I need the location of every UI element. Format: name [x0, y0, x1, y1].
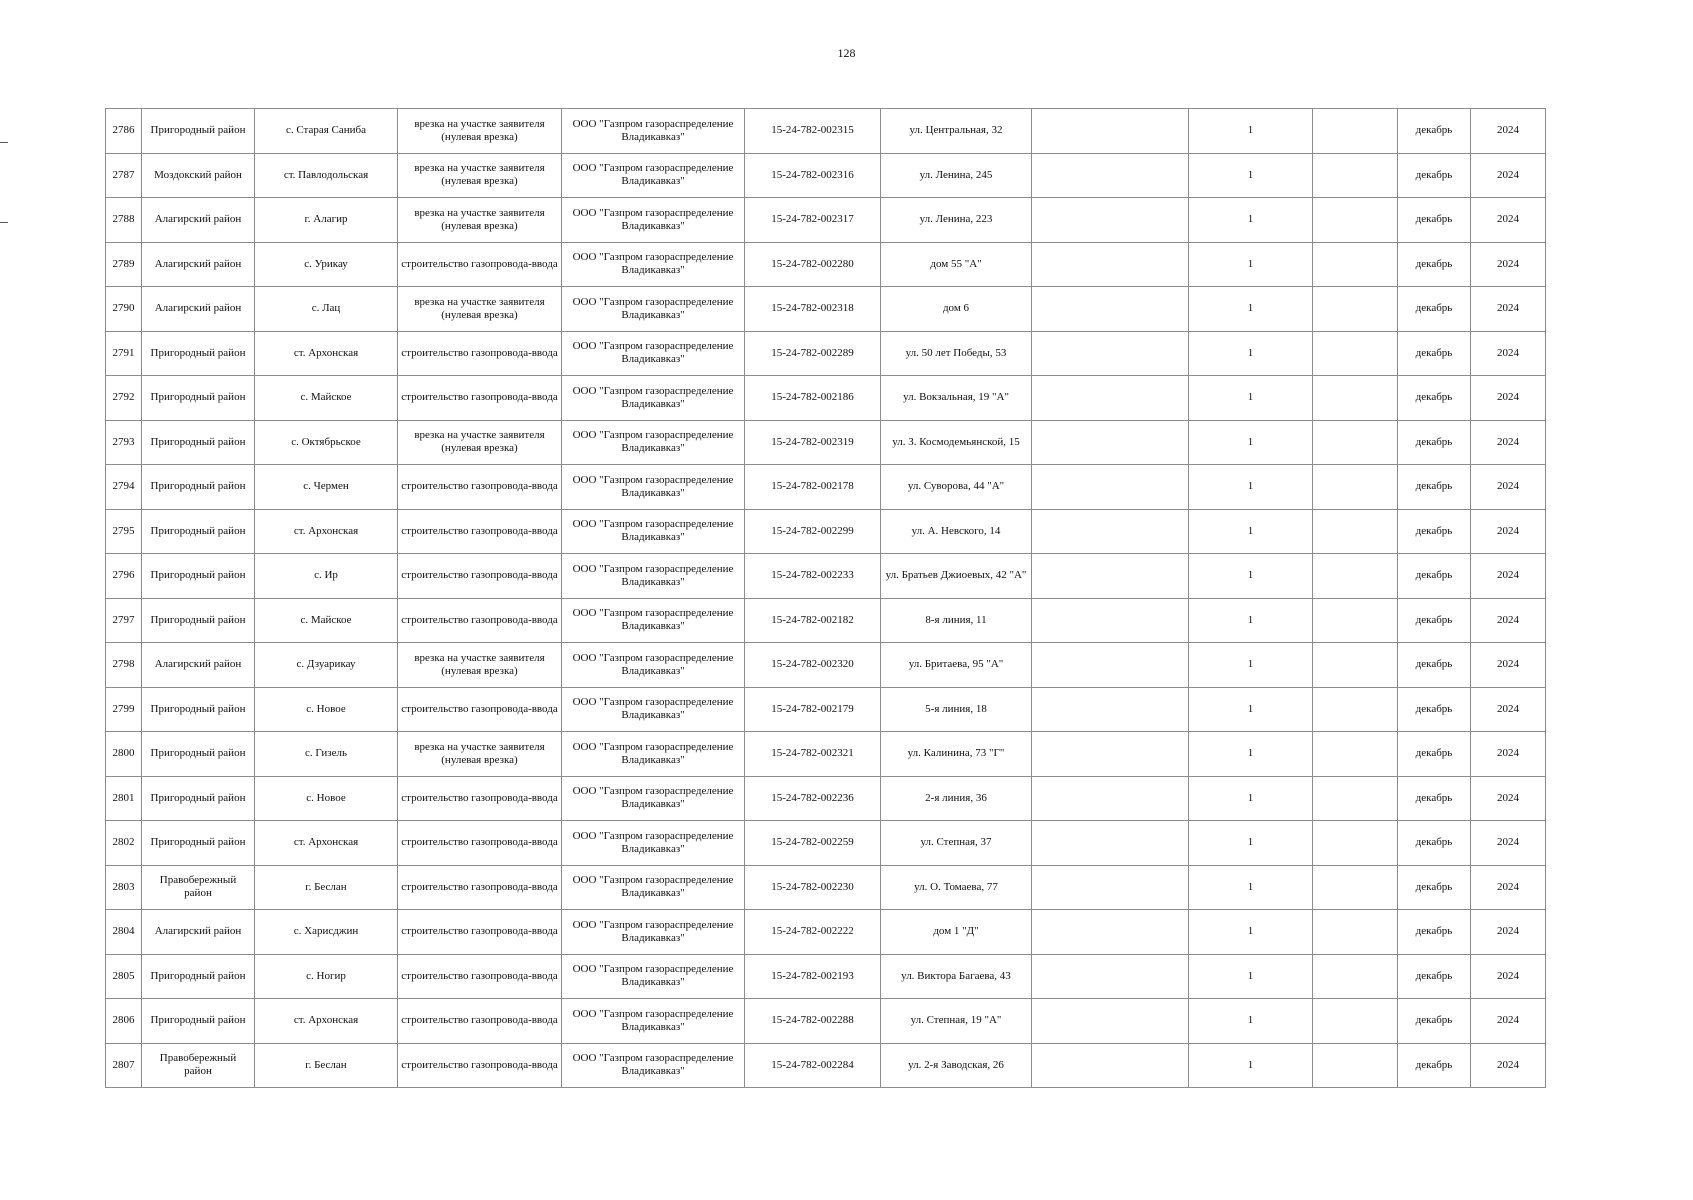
empty-cell: [1313, 999, 1398, 1044]
quantity-cell: 1: [1189, 1043, 1313, 1088]
district-cell: Пригородный район: [142, 465, 255, 510]
settlement-cell: г. Беслан: [255, 865, 398, 910]
month-cell: декабрь: [1398, 153, 1471, 198]
year-cell: 2024: [1471, 865, 1546, 910]
quantity-cell: 1: [1189, 999, 1313, 1044]
quantity-cell: 1: [1189, 198, 1313, 243]
empty-cell: [1313, 376, 1398, 421]
district-cell: Алагирский район: [142, 198, 255, 243]
row-number: 2787: [106, 153, 142, 198]
year-cell: 2024: [1471, 687, 1546, 732]
month-cell: декабрь: [1398, 420, 1471, 465]
quantity-cell: 1: [1189, 954, 1313, 999]
settlement-cell: с. Новое: [255, 687, 398, 732]
work-type-cell: врезка на участке заявителя (нулевая врезка): [398, 732, 562, 777]
year-cell: 2024: [1471, 509, 1546, 554]
empty-cell: [1032, 376, 1189, 421]
registry-body: [106, 109, 1546, 1088]
settlement-cell: с. Октябрьское: [255, 420, 398, 465]
empty-cell: [1032, 643, 1189, 688]
object-code-cell: 15-24-782-002319: [745, 420, 881, 465]
object-code-cell: 15-24-782-002280: [745, 242, 881, 287]
table-row: [106, 598, 1546, 643]
organization-cell: ООО "Газпром газораспределение Владикавказ": [562, 109, 745, 154]
row-number: 2801: [106, 776, 142, 821]
work-type-cell: врезка на участке заявителя (нулевая врезка): [398, 153, 562, 198]
settlement-cell: с. Урикау: [255, 242, 398, 287]
quantity-cell: 1: [1189, 910, 1313, 955]
district-cell: Правобережный район: [142, 1043, 255, 1088]
address-cell: ул. Ленина, 245: [881, 153, 1032, 198]
address-cell: ул. 50 лет Победы, 53: [881, 331, 1032, 376]
organization-cell: ООО "Газпром газораспределение Владикавказ": [562, 242, 745, 287]
work-type-cell: строительство газопровода-ввода: [398, 821, 562, 866]
settlement-cell: с. Чермен: [255, 465, 398, 510]
empty-cell: [1032, 554, 1189, 599]
object-code-cell: 15-24-782-002236: [745, 776, 881, 821]
settlement-cell: ст. Архонская: [255, 999, 398, 1044]
empty-cell: [1032, 153, 1189, 198]
organization-cell: ООО "Газпром газораспределение Владикавказ": [562, 954, 745, 999]
quantity-cell: 1: [1189, 109, 1313, 154]
table-row: [106, 1043, 1546, 1088]
empty-cell: [1032, 910, 1189, 955]
empty-cell: [1032, 242, 1189, 287]
empty-cell: [1313, 732, 1398, 777]
organization-cell: ООО "Газпром газораспределение Владикавказ": [562, 865, 745, 910]
table-row: [106, 732, 1546, 777]
work-type-cell: строительство газопровода-ввода: [398, 242, 562, 287]
work-type-cell: врезка на участке заявителя (нулевая врезка): [398, 109, 562, 154]
organization-cell: ООО "Газпром газораспределение Владикавказ": [562, 465, 745, 510]
quantity-cell: 1: [1189, 153, 1313, 198]
district-cell: Пригородный район: [142, 999, 255, 1044]
empty-cell: [1032, 999, 1189, 1044]
address-cell: ул. Центральная, 32: [881, 109, 1032, 154]
scan-margin-mark: [0, 142, 8, 143]
empty-cell: [1032, 109, 1189, 154]
empty-cell: [1032, 287, 1189, 332]
work-type-cell: строительство газопровода-ввода: [398, 954, 562, 999]
empty-cell: [1313, 554, 1398, 599]
quantity-cell: 1: [1189, 420, 1313, 465]
year-cell: 2024: [1471, 376, 1546, 421]
work-type-cell: врезка на участке заявителя (нулевая врезка): [398, 287, 562, 332]
table-row: [106, 910, 1546, 955]
quantity-cell: 1: [1189, 509, 1313, 554]
organization-cell: ООО "Газпром газораспределение Владикавказ": [562, 198, 745, 243]
settlement-cell: ст. Архонская: [255, 331, 398, 376]
empty-cell: [1032, 331, 1189, 376]
month-cell: декабрь: [1398, 198, 1471, 243]
district-cell: Пригородный район: [142, 331, 255, 376]
empty-cell: [1313, 954, 1398, 999]
work-type-cell: строительство газопровода-ввода: [398, 331, 562, 376]
month-cell: декабрь: [1398, 287, 1471, 332]
work-type-cell: строительство газопровода-ввода: [398, 554, 562, 599]
district-cell: Пригородный район: [142, 509, 255, 554]
district-cell: Правобережный район: [142, 865, 255, 910]
empty-cell: [1313, 865, 1398, 910]
organization-cell: ООО "Газпром газораспределение Владикавказ": [562, 643, 745, 688]
organization-cell: ООО "Газпром газораспределение Владикавказ": [562, 509, 745, 554]
organization-cell: ООО "Газпром газораспределение Владикавказ": [562, 287, 745, 332]
empty-cell: [1313, 420, 1398, 465]
settlement-cell: с. Харисджин: [255, 910, 398, 955]
month-cell: декабрь: [1398, 954, 1471, 999]
year-cell: 2024: [1471, 465, 1546, 510]
address-cell: 5-я линия, 18: [881, 687, 1032, 732]
row-number: 2793: [106, 420, 142, 465]
scan-margin-mark: [0, 222, 8, 223]
quantity-cell: 1: [1189, 865, 1313, 910]
object-code-cell: 15-24-782-002233: [745, 554, 881, 599]
work-type-cell: строительство газопровода-ввода: [398, 1043, 562, 1088]
year-cell: 2024: [1471, 821, 1546, 866]
year-cell: 2024: [1471, 1043, 1546, 1088]
year-cell: 2024: [1471, 331, 1546, 376]
month-cell: декабрь: [1398, 376, 1471, 421]
district-cell: Пригородный район: [142, 554, 255, 599]
row-number: 2794: [106, 465, 142, 510]
table-row: [106, 999, 1546, 1044]
object-code-cell: 15-24-782-002222: [745, 910, 881, 955]
year-cell: 2024: [1471, 554, 1546, 599]
month-cell: декабрь: [1398, 1043, 1471, 1088]
work-type-cell: врезка на участке заявителя (нулевая врезка): [398, 198, 562, 243]
table-row: [106, 643, 1546, 688]
quantity-cell: 1: [1189, 554, 1313, 599]
object-code-cell: 15-24-782-002317: [745, 198, 881, 243]
row-number: 2792: [106, 376, 142, 421]
empty-cell: [1313, 643, 1398, 688]
work-type-cell: строительство газопровода-ввода: [398, 687, 562, 732]
empty-cell: [1313, 198, 1398, 243]
year-cell: 2024: [1471, 999, 1546, 1044]
table-row: [106, 198, 1546, 243]
settlement-cell: ст. Архонская: [255, 821, 398, 866]
empty-cell: [1313, 331, 1398, 376]
organization-cell: ООО "Газпром газораспределение Владикавказ": [562, 331, 745, 376]
month-cell: декабрь: [1398, 331, 1471, 376]
settlement-cell: с. Старая Саниба: [255, 109, 398, 154]
quantity-cell: 1: [1189, 821, 1313, 866]
settlement-cell: с. Майское: [255, 376, 398, 421]
row-number: 2796: [106, 554, 142, 599]
address-cell: ул. 2-я Заводская, 26: [881, 1043, 1032, 1088]
year-cell: 2024: [1471, 598, 1546, 643]
work-type-cell: строительство газопровода-ввода: [398, 999, 562, 1044]
object-code-cell: 15-24-782-002284: [745, 1043, 881, 1088]
quantity-cell: 1: [1189, 376, 1313, 421]
organization-cell: ООО "Газпром газораспределение Владикавказ": [562, 1043, 745, 1088]
organization-cell: ООО "Газпром газораспределение Владикавказ": [562, 821, 745, 866]
settlement-cell: с. Ногир: [255, 954, 398, 999]
row-number: 2786: [106, 109, 142, 154]
empty-cell: [1313, 910, 1398, 955]
organization-cell: ООО "Газпром газораспределение Владикавказ": [562, 910, 745, 955]
district-cell: Алагирский район: [142, 287, 255, 332]
work-type-cell: строительство газопровода-ввода: [398, 910, 562, 955]
empty-cell: [1313, 687, 1398, 732]
organization-cell: ООО "Газпром газораспределение Владикавказ": [562, 554, 745, 599]
year-cell: 2024: [1471, 910, 1546, 955]
object-code-cell: 15-24-782-002288: [745, 999, 881, 1044]
empty-cell: [1313, 821, 1398, 866]
year-cell: 2024: [1471, 643, 1546, 688]
year-cell: 2024: [1471, 776, 1546, 821]
year-cell: 2024: [1471, 198, 1546, 243]
row-number: 2795: [106, 509, 142, 554]
object-code-cell: 15-24-782-002321: [745, 732, 881, 777]
table-row: [106, 153, 1546, 198]
month-cell: декабрь: [1398, 598, 1471, 643]
year-cell: 2024: [1471, 954, 1546, 999]
district-cell: Алагирский район: [142, 643, 255, 688]
district-cell: Пригородный район: [142, 687, 255, 732]
address-cell: ул. Калинина, 73 "Г": [881, 732, 1032, 777]
table-row: [106, 242, 1546, 287]
quantity-cell: 1: [1189, 776, 1313, 821]
empty-cell: [1032, 776, 1189, 821]
address-cell: ул. А. Невского, 14: [881, 509, 1032, 554]
object-code-cell: 15-24-782-002179: [745, 687, 881, 732]
month-cell: декабрь: [1398, 687, 1471, 732]
empty-cell: [1313, 242, 1398, 287]
quantity-cell: 1: [1189, 242, 1313, 287]
address-cell: 8-я линия, 11: [881, 598, 1032, 643]
row-number: 2798: [106, 643, 142, 688]
year-cell: 2024: [1471, 732, 1546, 777]
work-type-cell: врезка на участке заявителя (нулевая врезка): [398, 420, 562, 465]
empty-cell: [1032, 865, 1189, 910]
address-cell: ул. З. Космодемьянской, 15: [881, 420, 1032, 465]
address-cell: ул. Степная, 19 "А": [881, 999, 1032, 1044]
row-number: 2799: [106, 687, 142, 732]
month-cell: декабрь: [1398, 999, 1471, 1044]
empty-cell: [1313, 1043, 1398, 1088]
empty-cell: [1313, 109, 1398, 154]
table-row: [106, 954, 1546, 999]
row-number: 2790: [106, 287, 142, 332]
organization-cell: ООО "Газпром газораспределение Владикавказ": [562, 153, 745, 198]
address-cell: ул. Суворова, 44 "А": [881, 465, 1032, 510]
table-row: [106, 509, 1546, 554]
settlement-cell: ст. Павлодольская: [255, 153, 398, 198]
empty-cell: [1032, 1043, 1189, 1088]
work-type-cell: строительство газопровода-ввода: [398, 598, 562, 643]
quantity-cell: 1: [1189, 732, 1313, 777]
district-cell: Алагирский район: [142, 242, 255, 287]
table-row: [106, 331, 1546, 376]
empty-cell: [1032, 198, 1189, 243]
empty-cell: [1313, 776, 1398, 821]
work-type-cell: строительство газопровода-ввода: [398, 465, 562, 510]
registry-table: [105, 108, 1546, 1088]
empty-cell: [1032, 687, 1189, 732]
empty-cell: [1032, 465, 1189, 510]
row-number: 2788: [106, 198, 142, 243]
row-number: 2807: [106, 1043, 142, 1088]
empty-cell: [1032, 732, 1189, 777]
address-cell: ул. Степная, 37: [881, 821, 1032, 866]
quantity-cell: 1: [1189, 687, 1313, 732]
empty-cell: [1032, 509, 1189, 554]
organization-cell: ООО "Газпром газораспределение Владикавказ": [562, 420, 745, 465]
year-cell: 2024: [1471, 153, 1546, 198]
month-cell: декабрь: [1398, 643, 1471, 688]
table-row: [106, 376, 1546, 421]
table-row: [106, 287, 1546, 332]
work-type-cell: строительство газопровода-ввода: [398, 509, 562, 554]
address-cell: ул. Вокзальная, 19 "А": [881, 376, 1032, 421]
table-row: [106, 465, 1546, 510]
year-cell: 2024: [1471, 242, 1546, 287]
object-code-cell: 15-24-782-002315: [745, 109, 881, 154]
empty-cell: [1313, 287, 1398, 332]
address-cell: ул. О. Томаева, 77: [881, 865, 1032, 910]
address-cell: 2-я линия, 36: [881, 776, 1032, 821]
work-type-cell: врезка на участке заявителя (нулевая врезка): [398, 643, 562, 688]
empty-cell: [1313, 465, 1398, 510]
district-cell: Пригородный район: [142, 954, 255, 999]
empty-cell: [1313, 598, 1398, 643]
address-cell: дом 6: [881, 287, 1032, 332]
month-cell: декабрь: [1398, 509, 1471, 554]
district-cell: Пригородный район: [142, 821, 255, 866]
organization-cell: ООО "Газпром газораспределение Владикавказ": [562, 598, 745, 643]
settlement-cell: с. Лац: [255, 287, 398, 332]
row-number: 2797: [106, 598, 142, 643]
object-code-cell: 15-24-782-002320: [745, 643, 881, 688]
settlement-cell: с. Дзуарикау: [255, 643, 398, 688]
object-code-cell: 15-24-782-002186: [745, 376, 881, 421]
district-cell: Пригородный район: [142, 776, 255, 821]
district-cell: Пригородный район: [142, 376, 255, 421]
table-row: [106, 687, 1546, 732]
table-row: [106, 821, 1546, 866]
organization-cell: ООО "Газпром газораспределение Владикавказ": [562, 687, 745, 732]
month-cell: декабрь: [1398, 910, 1471, 955]
address-cell: дом 55 "А": [881, 242, 1032, 287]
organization-cell: ООО "Газпром газораспределение Владикавказ": [562, 732, 745, 777]
organization-cell: ООО "Газпром газораспределение Владикавказ": [562, 999, 745, 1044]
object-code-cell: 15-24-782-002289: [745, 331, 881, 376]
object-code-cell: 15-24-782-002259: [745, 821, 881, 866]
empty-cell: [1032, 420, 1189, 465]
row-number: 2800: [106, 732, 142, 777]
quantity-cell: 1: [1189, 465, 1313, 510]
object-code-cell: 15-24-782-002193: [745, 954, 881, 999]
row-number: 2805: [106, 954, 142, 999]
district-cell: Пригородный район: [142, 109, 255, 154]
month-cell: декабрь: [1398, 109, 1471, 154]
object-code-cell: 15-24-782-002230: [745, 865, 881, 910]
district-cell: Пригородный район: [142, 420, 255, 465]
month-cell: декабрь: [1398, 821, 1471, 866]
row-number: 2791: [106, 331, 142, 376]
object-code-cell: 15-24-782-002316: [745, 153, 881, 198]
month-cell: декабрь: [1398, 732, 1471, 777]
work-type-cell: строительство газопровода-ввода: [398, 865, 562, 910]
table-row: [106, 865, 1546, 910]
row-number: 2803: [106, 865, 142, 910]
district-cell: Пригородный район: [142, 598, 255, 643]
month-cell: декабрь: [1398, 465, 1471, 510]
table-row: [106, 776, 1546, 821]
month-cell: декабрь: [1398, 242, 1471, 287]
settlement-cell: с. Майское: [255, 598, 398, 643]
month-cell: декабрь: [1398, 554, 1471, 599]
address-cell: ул. Виктора Багаева, 43: [881, 954, 1032, 999]
year-cell: 2024: [1471, 287, 1546, 332]
month-cell: декабрь: [1398, 865, 1471, 910]
address-cell: ул. Братьев Джиоевых, 42 "А": [881, 554, 1032, 599]
organization-cell: ООО "Газпром газораспределение Владикавказ": [562, 376, 745, 421]
work-type-cell: строительство газопровода-ввода: [398, 776, 562, 821]
settlement-cell: ст. Архонская: [255, 509, 398, 554]
table-row: [106, 109, 1546, 154]
district-cell: Моздокский район: [142, 153, 255, 198]
empty-cell: [1032, 954, 1189, 999]
page-number: 128: [837, 46, 856, 60]
row-number: 2804: [106, 910, 142, 955]
quantity-cell: 1: [1189, 598, 1313, 643]
settlement-cell: г. Алагир: [255, 198, 398, 243]
empty-cell: [1032, 598, 1189, 643]
district-cell: Пригородный район: [142, 732, 255, 777]
address-cell: дом 1 "Д": [881, 910, 1032, 955]
row-number: 2802: [106, 821, 142, 866]
row-number: 2789: [106, 242, 142, 287]
empty-cell: [1313, 153, 1398, 198]
year-cell: 2024: [1471, 109, 1546, 154]
object-code-cell: 15-24-782-002318: [745, 287, 881, 332]
row-number: 2806: [106, 999, 142, 1044]
quantity-cell: 1: [1189, 643, 1313, 688]
empty-cell: [1032, 821, 1189, 866]
settlement-cell: г. Беслан: [255, 1043, 398, 1088]
year-cell: 2024: [1471, 420, 1546, 465]
month-cell: декабрь: [1398, 776, 1471, 821]
object-code-cell: 15-24-782-002182: [745, 598, 881, 643]
work-type-cell: строительство газопровода-ввода: [398, 376, 562, 421]
quantity-cell: 1: [1189, 287, 1313, 332]
settlement-cell: с. Ир: [255, 554, 398, 599]
organization-cell: ООО "Газпром газораспределение Владикавказ": [562, 776, 745, 821]
quantity-cell: 1: [1189, 331, 1313, 376]
object-code-cell: 15-24-782-002178: [745, 465, 881, 510]
object-code-cell: 15-24-782-002299: [745, 509, 881, 554]
district-cell: Алагирский район: [142, 910, 255, 955]
table-row: [106, 554, 1546, 599]
address-cell: ул. Бритаева, 95 "А": [881, 643, 1032, 688]
address-cell: ул. Ленина, 223: [881, 198, 1032, 243]
settlement-cell: с. Гизель: [255, 732, 398, 777]
table-row: [106, 420, 1546, 465]
empty-cell: [1313, 509, 1398, 554]
settlement-cell: с. Новое: [255, 776, 398, 821]
